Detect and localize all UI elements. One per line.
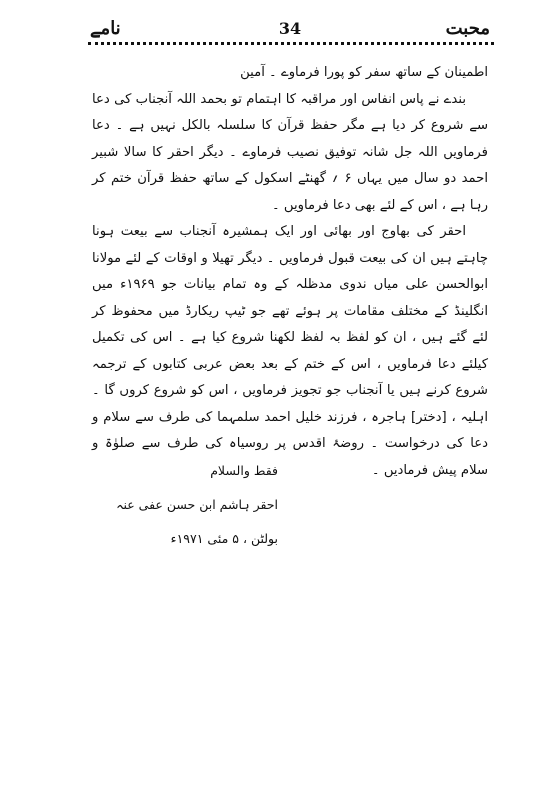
paragraph-2: بندے نے پاس انفاس اور مراقبہ کا اہتمام تو بحمد اللہ آنجناب کی دعا سے شروع کر دیا ہے مگر حفظ قرآن کا سلسلہ بالکل نہیں ہے ۔ دعا فرماویں اللہ جل شانہ توفیق نصیب فرماوے ۔ دیگر احقر کا سالا شبیر احمد دو سال میں یہاں ۶ ؍ گھنٹے اسکول کے ساتھ حفظ قرآن ختم کر رہا ہے ، اس کے لئے بھی دعا فرماویں ۔	[92, 91, 488, 213]
header-divider	[88, 42, 494, 45]
signature-closing: فقط والسلام	[210, 463, 278, 478]
page-number: 34	[278, 19, 302, 38]
paragraph-3: احقر کی بھاوج اور بھائی اور ایک ہمشیرہ آنجناب سے بیعت ہونا چاہتے ہیں ان کی بیعت قبول فرماویں ۔ دیگر تھیلا و اوقات کے لئے مولانا ابوالحسن علی میاں ندوی مدظلہ کے وہ تمام بیانات جو ۱۹۶۹ء میں انگلینڈ کے مختلف مقامات پر ہوئے تھے جو ٹیپ ریکارڈ میں محفوظ کر لئے گئے ہیں ، ان کو لفظ بہ لفظ لکھنا شروع کیا ہے ۔ اس کی تکمیل کیلئے دعا فرماویں ، اس کے ختم کے بعد بعض عربی کتابوں کے ترجمہ شروع کرنے ہیں یا آنجناب جو تجویز فرماویں ، اس کو شروع کروں گا ۔ اہلیہ ، [دختر] ہاجرہ ، فرزند خلیل احمد سلمہما کی طرف سے سلام و دعا کی درخواست ۔ روضۂ اقدس پر روسیاہ کی طرف سے صلوٰۃ و سلام پیش فرمادیں ۔	[92, 224, 488, 478]
header-title-left: نامے	[90, 18, 121, 39]
signature-place-date: بولٹن ، ۵ مئی ۱۹۷۱ء	[170, 531, 278, 546]
letter-body	[92, 60, 488, 484]
header-title-right: محبت	[445, 18, 490, 39]
paragraph-1: اطمینان کے ساتھ سفر کو پورا فرماوے ۔ آمین	[240, 65, 488, 80]
page-header	[90, 18, 490, 42]
signature-name: احقر ہاشم ابن حسن عفی عنہ	[116, 497, 278, 512]
signature-block	[92, 454, 488, 556]
